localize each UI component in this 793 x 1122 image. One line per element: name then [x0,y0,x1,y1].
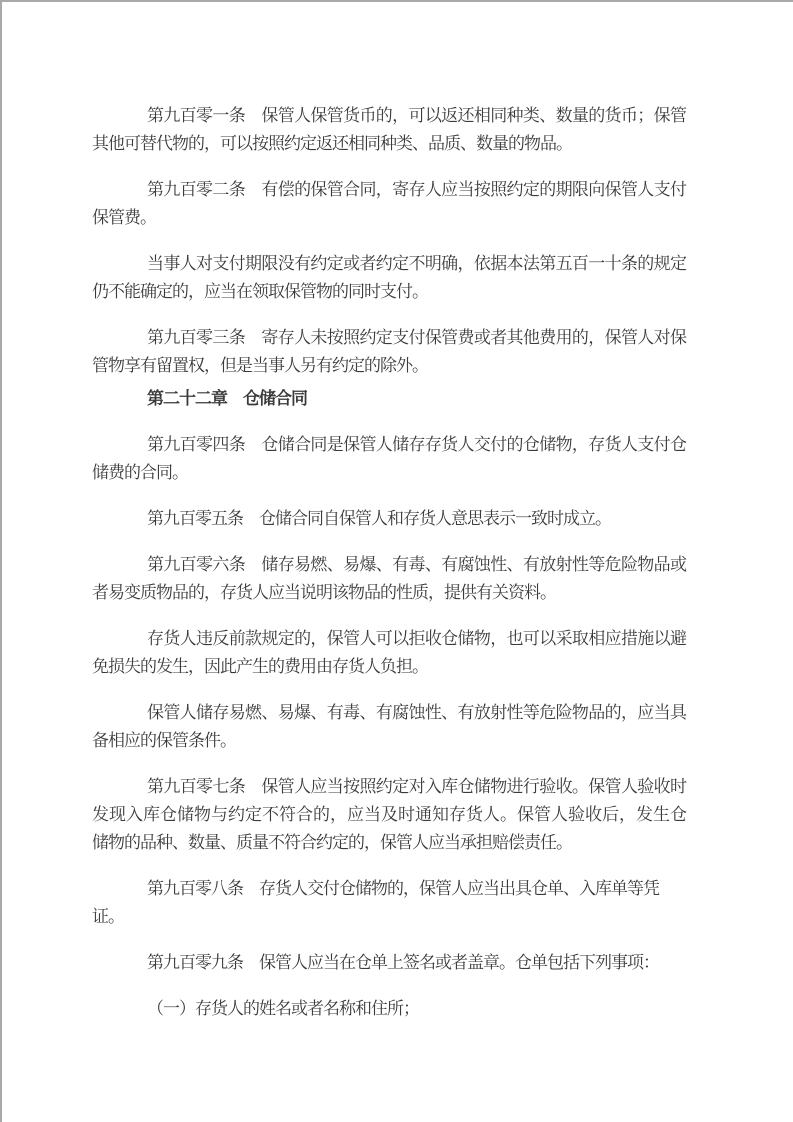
paragraph [92,324,686,380]
paragraph [92,505,686,533]
text-line: 储费的合同。 [92,463,188,483]
text-line: 其他可替代物的，可以按照约定返还相同种类、品质、数量的物品。 [92,134,572,154]
paragraph [92,875,686,931]
text-line: 保管费。 [92,208,156,228]
paragraph [92,699,686,755]
paragraph [92,625,686,681]
text-line: 保管人储存易燃、易爆、有毒、有腐蚀性、有放射性等危险物品的，应当具 [147,703,686,723]
paragraph [92,431,686,487]
text-line: 备相应的保管条件。 [92,731,236,751]
text-line: 存货人违反前款规定的，保管人可以拒收仓储物，也可以采取相应措施以避 [147,629,686,649]
text-line: 发现入库仓储物与约定不符合的，应当及时通知存货人。保管人验收后，发生仓 [92,805,686,825]
paragraph [92,949,686,977]
text-line: 储物的品种、数量、质量不符合约定的，保管人应当承担赔偿责任。 [92,833,572,853]
text-line: 者易变质物品的，存货人应当说明该物品的性质，提供有关资料。 [92,583,556,603]
text-line: 管物享有留置权，但是当事人另有约定的除外。 [92,356,428,376]
paragraph [92,551,686,607]
paragraph [92,102,686,158]
paragraph [92,773,686,857]
paragraph [92,176,686,232]
text-line: 当事人对支付期限没有约定或者约定不明确，依据本法第五百一十条的规定 [147,254,686,274]
text-line: 免损失的发生，因此产生的费用由存货人负担。 [92,657,428,677]
text-line: 第九百零一条 保管人保管货币的，可以返还相同种类、数量的货币；保管 [147,106,686,126]
paragraph [92,250,686,306]
text-line: 第九百零五条 仓储合同自保管人和存货人意思表示一致时成立。 [147,509,611,529]
text-line: （一）存货人的姓名或者名称和住所； [147,999,419,1019]
text-line: 第九百零三条 寄存人未按照约定支付保管费或者其他费用的，保管人对保 [147,328,686,348]
text-line: 第九百零七条 保管人应当按照约定对入库仓储物进行验收。保管人验收时 [147,777,686,797]
text-line: 第九百零六条 储存易燃、易爆、有毒、有腐蚀性、有放射性等危险物品或 [147,555,686,575]
chapter-heading [92,385,686,413]
document-body [2,2,793,1023]
text-line: 第九百零九条 保管人应当在仓单上签名或者盖章。仓单包括下列事项： [147,953,659,973]
text-line: 第九百零四条 仓储合同是保管人储存存货人交付的仓储物，存货人支付仓 [147,435,686,455]
paragraph [92,995,686,1023]
text-line: 第九百零二条 有偿的保管合同，寄存人应当按照约定的期限向保管人支付 [147,180,686,200]
text-line: 第二十二章 仓储合同 [147,389,307,409]
text-line: 第九百零八条 存货人交付仓储物的，保管人应当出具仓单、入库单等凭证。 [92,879,659,927]
text-line: 仍不能确定的，应当在领取保管物的同时支付。 [92,282,428,302]
